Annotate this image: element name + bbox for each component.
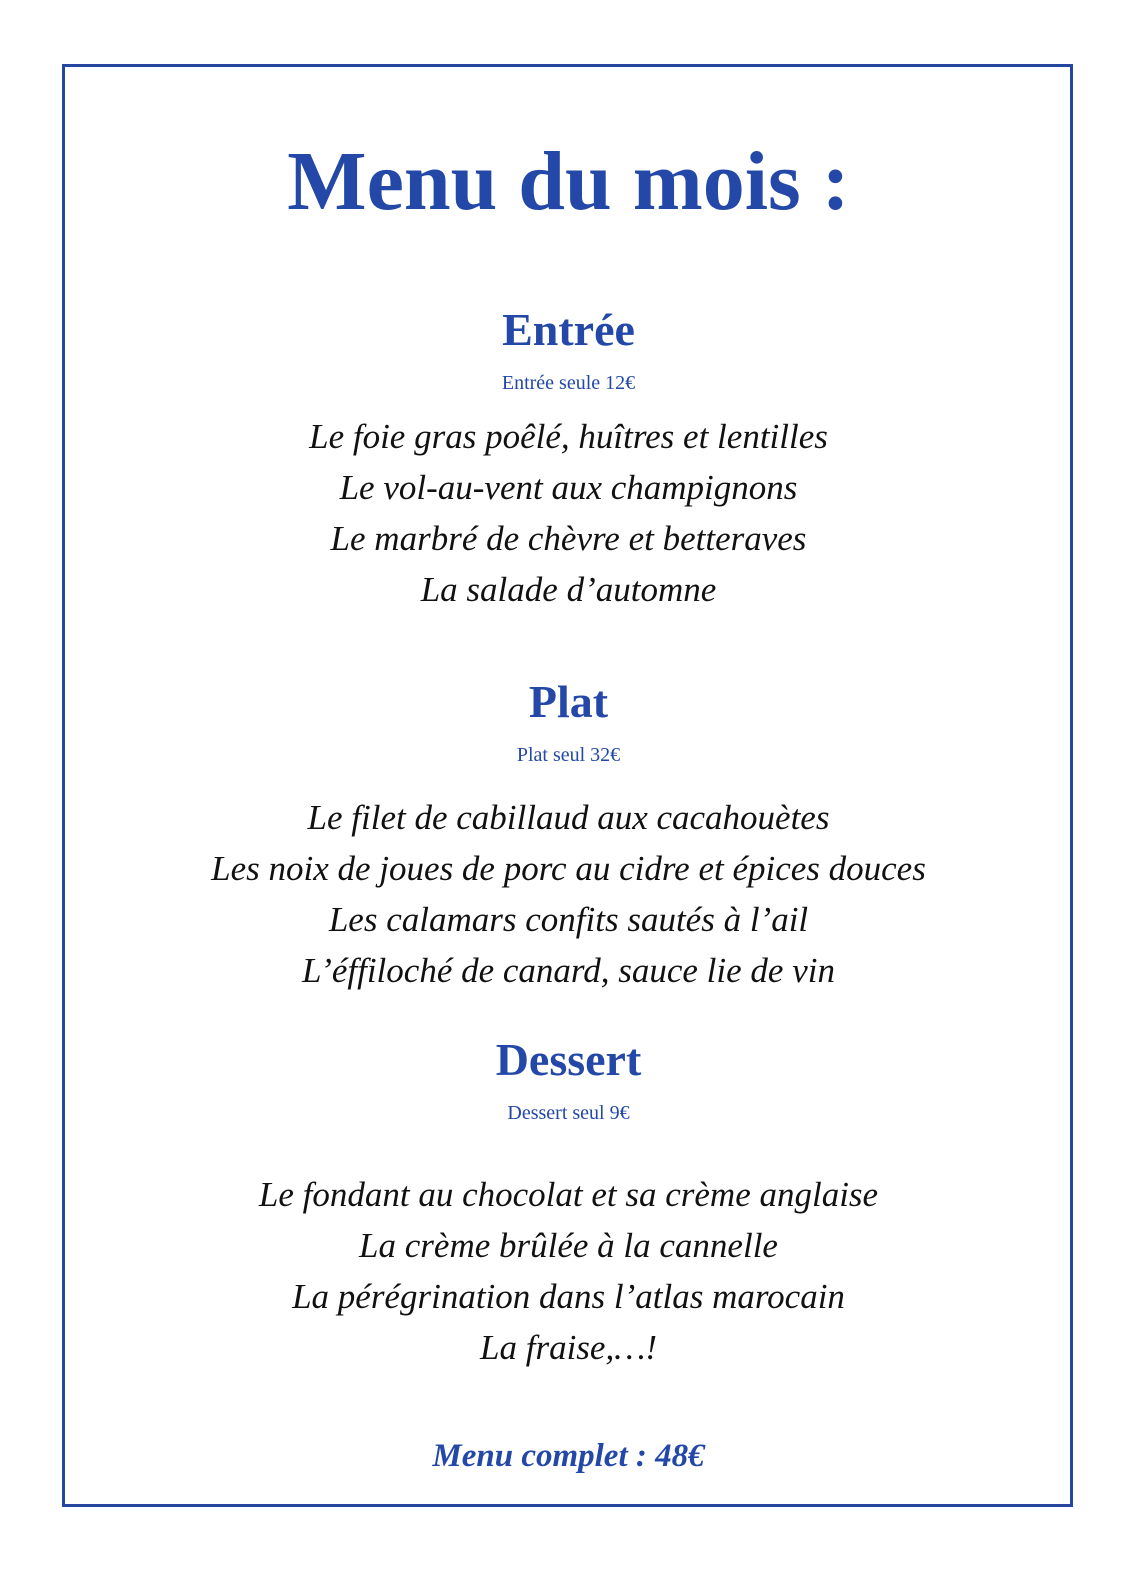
- list-item: Le vol-au-vent aux champignons: [339, 468, 798, 507]
- dish-list-entree: [0, 411, 1137, 615]
- menu-total-price: Menu complet : 48€: [432, 1438, 705, 1474]
- price-note-plat: Plat seul 32€: [516, 744, 621, 766]
- price-note-dessert: Dessert seul 9€: [507, 1102, 630, 1124]
- list-item: La crème brûlée à la cannelle: [359, 1226, 778, 1265]
- list-item: Les calamars confits sautés à l’ail: [328, 900, 809, 939]
- list-item: La fraise,…!: [480, 1328, 657, 1367]
- list-item: Le foie gras poêlé, huîtres et lentilles: [309, 417, 828, 456]
- list-item: Le marbré de chèvre et betteraves: [330, 519, 807, 558]
- list-item: La pérégrination dans l’atlas marocain: [292, 1277, 845, 1316]
- section-heading-entree: Entrée: [502, 304, 635, 355]
- dish-list-plat: [0, 792, 1137, 996]
- section-heading-dessert: Dessert: [495, 1034, 642, 1085]
- dish-list-dessert: [0, 1169, 1137, 1373]
- page-title: Menu du mois :: [287, 135, 850, 228]
- list-item: Les noix de joues de porc au cidre et épices douces: [211, 849, 926, 888]
- list-item: L’éffiloché de canard, sauce lie de vin: [302, 951, 835, 990]
- section-heading-plat: Plat: [528, 676, 609, 727]
- list-item: Le fondant au chocolat et sa crème anglaise: [258, 1175, 879, 1214]
- list-item: Le filet de cabillaud aux cacahouètes: [307, 798, 830, 837]
- list-item: La salade d’automne: [420, 570, 717, 609]
- price-note-entree: Entrée seule 12€: [501, 372, 636, 394]
